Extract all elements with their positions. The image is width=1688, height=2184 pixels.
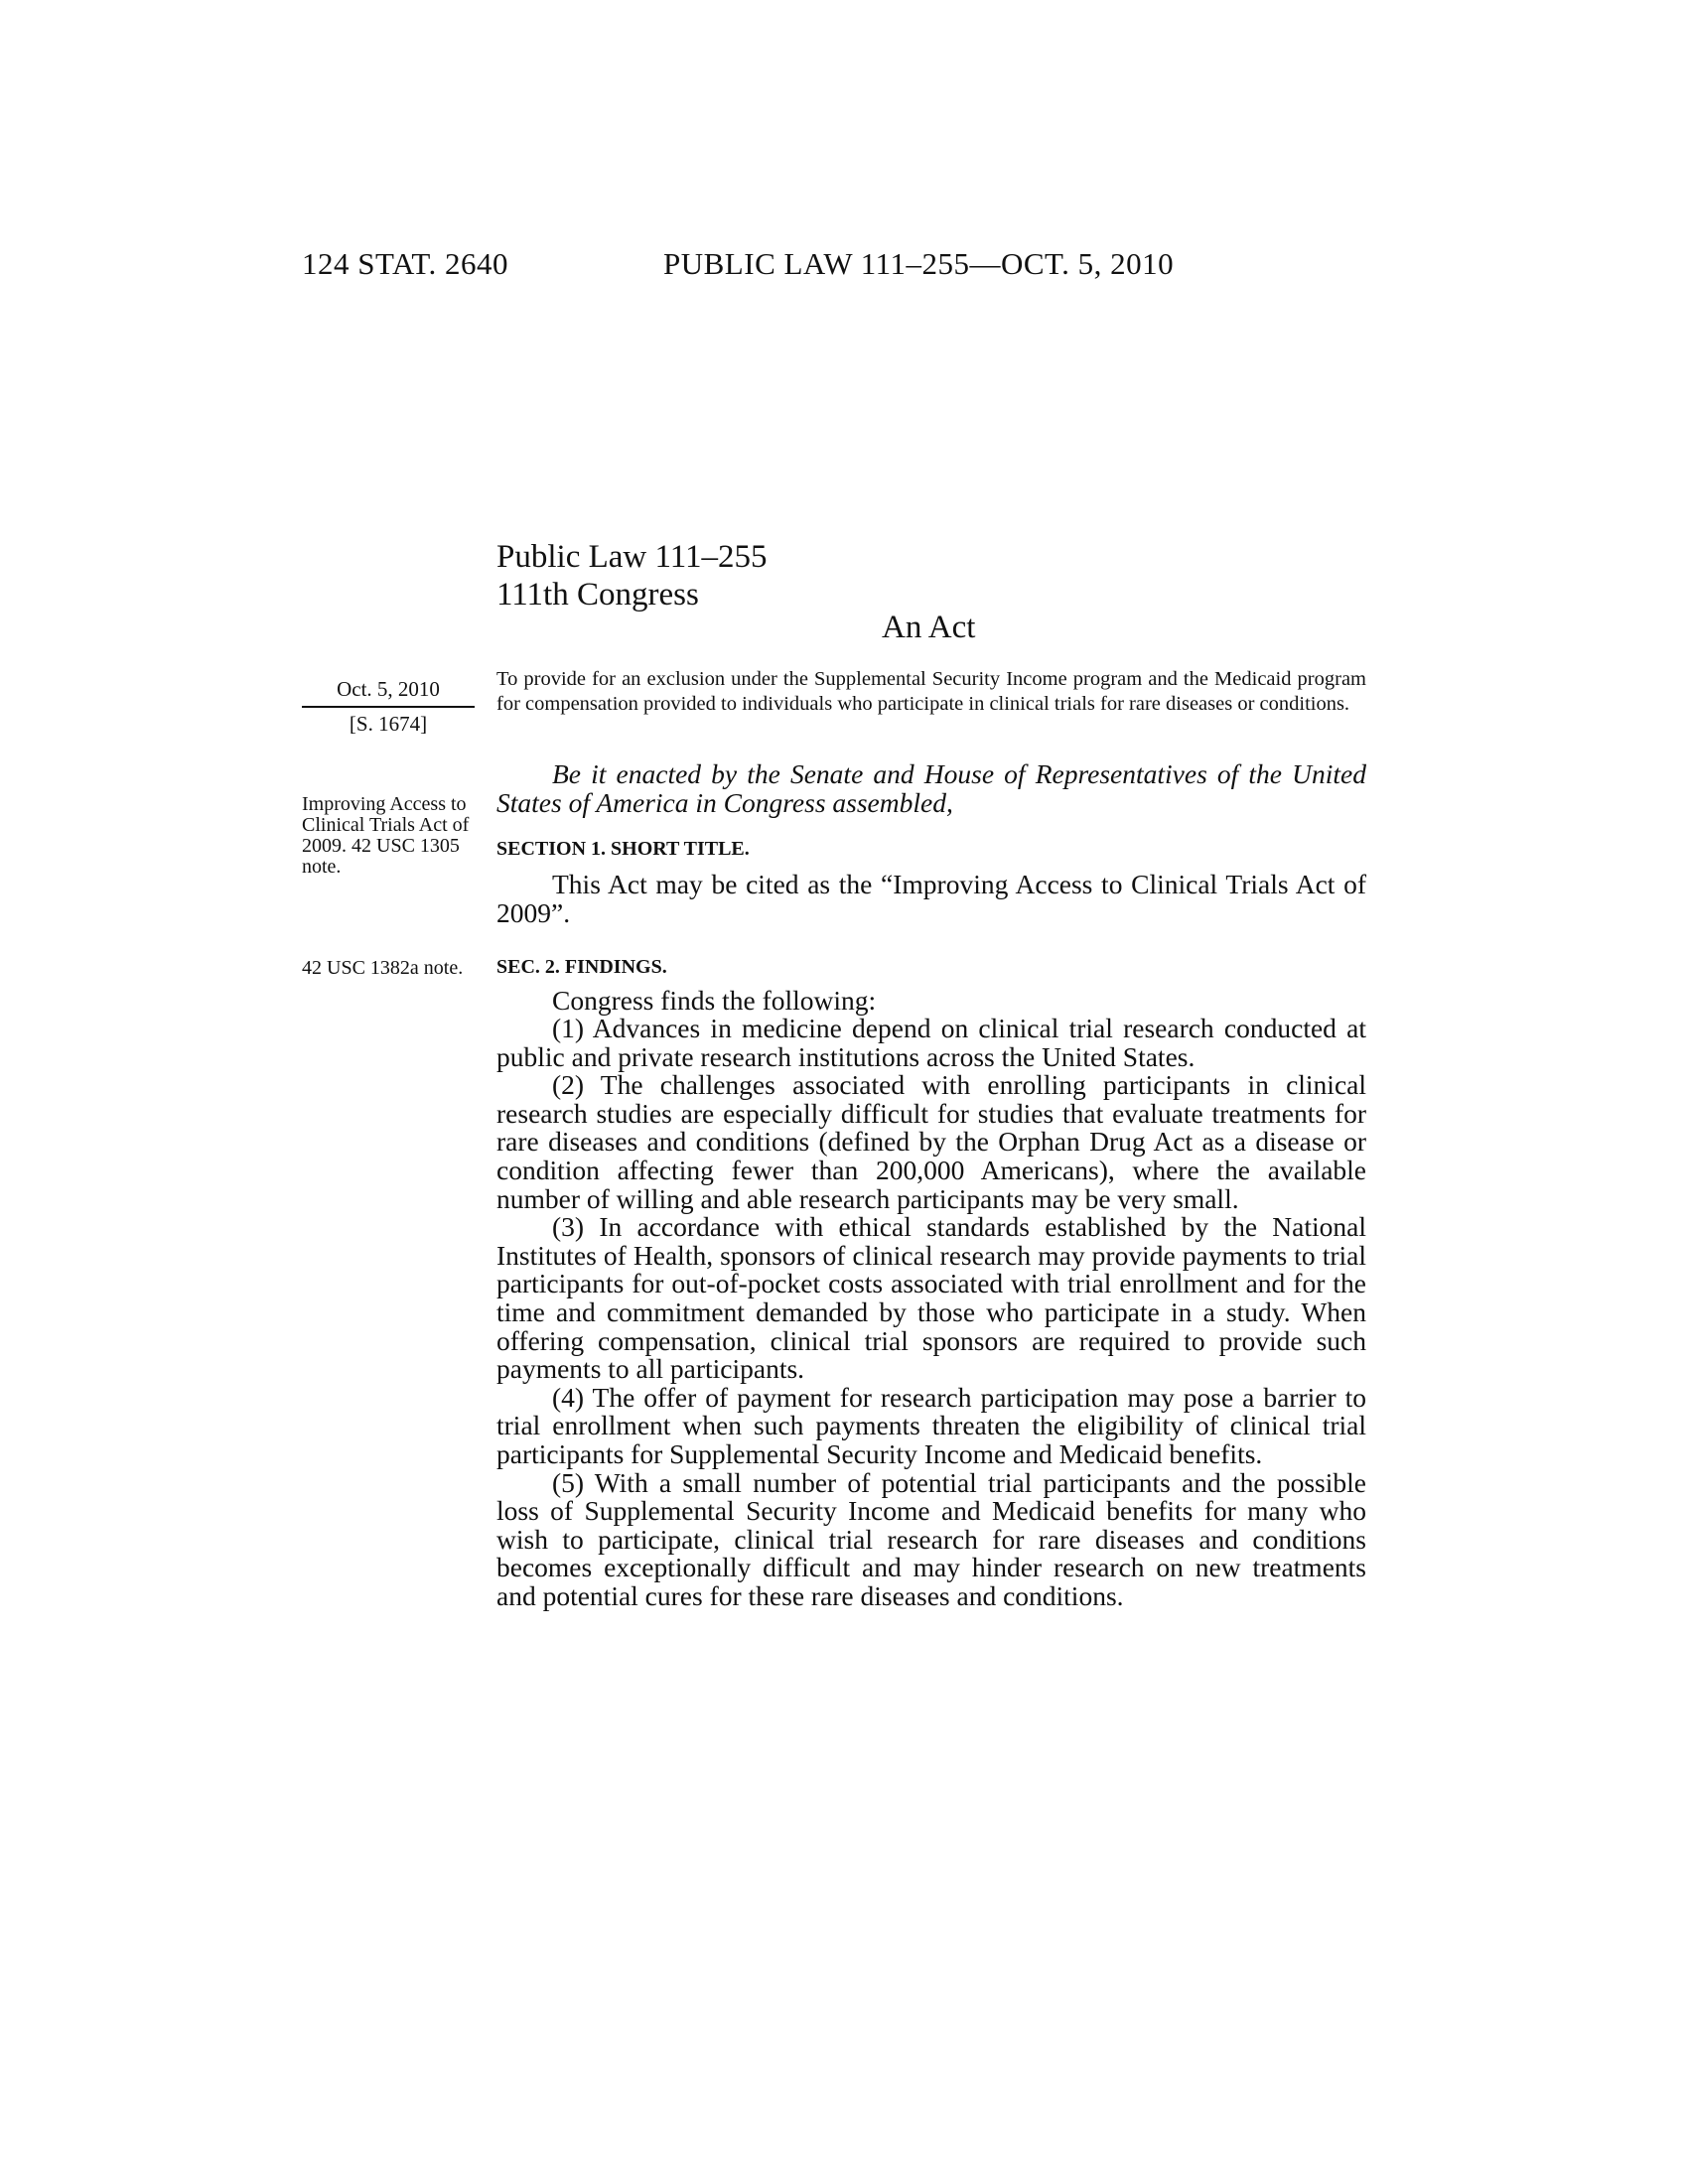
margin-note-date: Oct. 5, 2010	[337, 677, 440, 701]
margin-note-divider	[302, 706, 475, 708]
act-purpose: To provide for an exclusion under the Supplemental Security Income program and the Medicaid program for compensation provided to individuals who participate in clinical trials for rare diseases or conditions.	[496, 668, 1366, 715]
congress-number: 111th Congress	[496, 577, 699, 613]
public-law-title: Public Law 111–255	[496, 539, 768, 575]
finding-item: (1) Advances in medicine depend on clinical trial research conducted at public and private research institutions across the United States.	[496, 1013, 1366, 1072]
section-1-heading: SECTION 1. SHORT TITLE.	[496, 838, 750, 860]
statute-citation: 124 STAT. 2640	[302, 246, 509, 281]
an-act-heading: An Act	[882, 610, 976, 645]
section-1-text: This Act may be cited as the “Improving Access to Clinical Trials Act of 2009”.	[496, 869, 1366, 928]
finding-item: (3) In accordance with ethical standards established by the National Institutes of Health, sponsors of clinical research may provide payments to trial participants for out-of-pocket costs associated with trial enrollment and for the time and commitment demanded by those who participate in a study. When offering compensation, clinical trial sponsors are required to provide such payments to all participants.	[496, 1211, 1366, 1385]
enacting-clause: Be it enacted by the Senate and House of Representatives of the United States of America in Congress assembled,	[496, 758, 1366, 818]
section-2-heading: SEC. 2. FINDINGS.	[496, 956, 667, 978]
running-head-law-date: PUBLIC LAW 111–255—OCT. 5, 2010	[663, 246, 1175, 281]
finding-item: (5) With a small number of potential trial participants and the possible loss of Supplemental Security Income and Medicaid benefits for many who wish to participate, clinical trial research for rare diseases and conditions becomes exceptionally difficult and may hinder research on new treatments and potential cures for these rare diseases and conditions.	[496, 1466, 1366, 1611]
findings-intro: Congress finds the following:	[552, 985, 877, 1016]
margin-note-bill-number: [S. 1674]	[349, 712, 428, 736]
finding-item: (2) The challenges associated with enrolling participants in clinical research studies are especially difficult for studies that evaluate treatments for rare diseases and conditions (defined by the Orphan Drug Act as a disease or condition affecting fewer than 200,000 Americans), where the available number of willing and able research participants may be very small.	[496, 1069, 1366, 1214]
finding-item: (4) The offer of payment for research participation may pose a barrier to trial enrollment when such payments threaten the eligibility of clinical trial participants for Supplemental Security Income and Medicaid benefits.	[496, 1381, 1366, 1469]
margin-note-short-title: Improving Access to Clinical Trials Act of 2009. 42 USC 1305 note.	[302, 793, 470, 878]
margin-note-findings: 42 USC 1382a note.	[302, 957, 464, 979]
findings-list	[496, 1015, 1366, 1610]
